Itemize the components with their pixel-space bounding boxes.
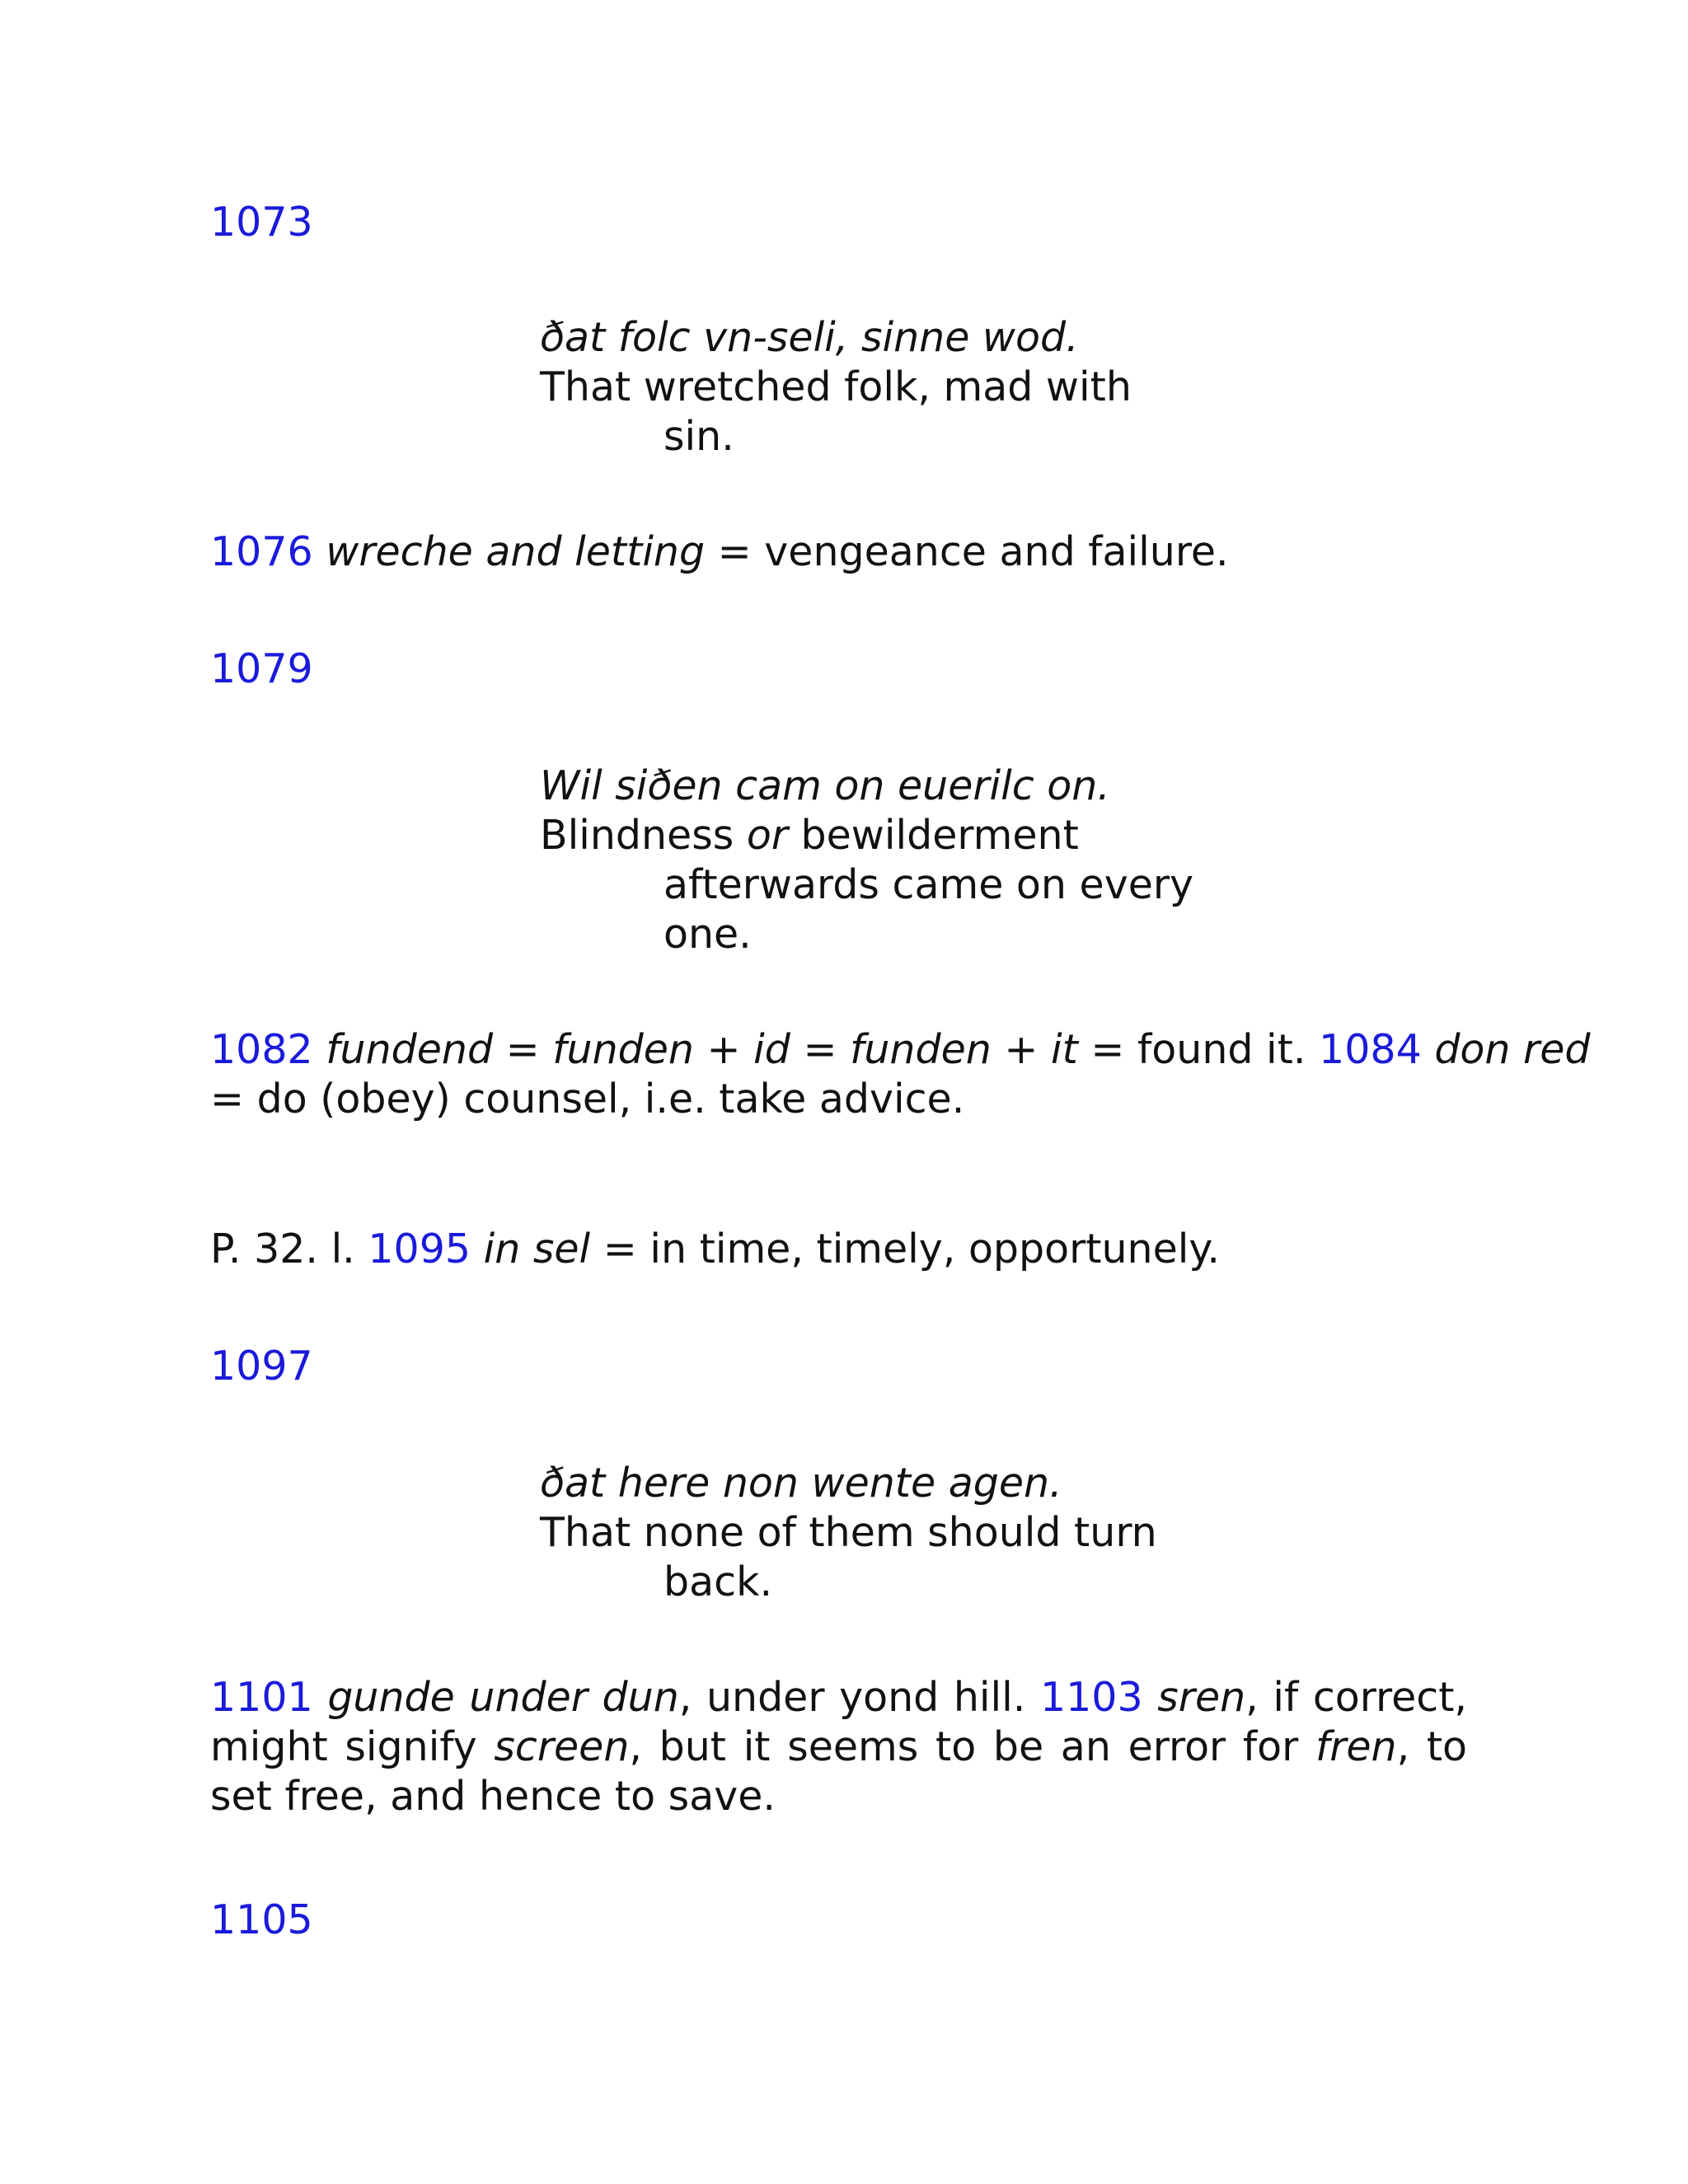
note-1082-s2: + <box>693 1026 754 1073</box>
line-link-1084[interactable]: 1084 <box>1319 1026 1422 1073</box>
note-1095 <box>210 1225 1220 1274</box>
line-ref-1105 <box>210 1896 313 1945</box>
note-1076 <box>210 527 1229 577</box>
note-1082-s1: = <box>493 1026 553 1073</box>
note-gloss-1095: = in time, timely, opportunely. <box>590 1226 1220 1272</box>
verse-translation-1079-1 <box>540 811 1079 860</box>
note-1082-t1: fundend <box>326 1026 494 1073</box>
note-1082-t4: funden <box>850 1026 992 1073</box>
verse-translation-1097-1: That none of them should turn <box>540 1509 1157 1556</box>
note-1084-line-2: = do (obey) counsel, i.e. take advice. <box>210 1076 965 1122</box>
note-1082-s3: = <box>790 1026 851 1073</box>
note-1101-1103 <box>210 1673 1467 1821</box>
verse-original-1073: ðat folc vn-seli, sinne wod. <box>540 314 1079 361</box>
note-term-1076: wreche and letting <box>326 528 706 575</box>
note-1082-s4: + <box>991 1026 1051 1073</box>
note-term-1095: in sel <box>483 1226 591 1272</box>
line-link-1097[interactable]: 1097 <box>210 1343 313 1390</box>
note-1103-g3: , to set free, and hence to save. <box>210 1723 1468 1820</box>
note-term-1103: sren <box>1157 1674 1246 1721</box>
line-link-1103[interactable]: 1103 <box>1039 1674 1143 1721</box>
note-1082-t2: funden <box>552 1026 694 1073</box>
note-1103-t2: screen <box>494 1723 630 1770</box>
verse-original-1097: ðat here non wente agen. <box>540 1460 1062 1507</box>
line-link-1076[interactable]: 1076 <box>210 528 313 575</box>
line-ref-1097 <box>210 1342 313 1391</box>
verse-translation-1079-1b: or <box>746 812 788 859</box>
verse-translation-1097-2: back. <box>663 1558 773 1605</box>
verse-translation-1073-1: That wretched folk, mad with <box>540 363 1132 410</box>
note-gloss-1076: = vengeance and failure. <box>705 528 1229 575</box>
note-1103-g1: , if correct, might signify <box>210 1674 1468 1770</box>
verse-translation-1073-2: sin. <box>663 413 734 460</box>
verse-translation-1079-3: one. <box>663 911 752 958</box>
line-link-1101[interactable]: 1101 <box>210 1674 313 1721</box>
note-gloss-1101: , under yond hill. <box>678 1674 1040 1721</box>
note-term-1101: gunde under dun <box>327 1674 679 1721</box>
note-1082-t5: it <box>1051 1026 1078 1073</box>
line-link-1082[interactable]: 1082 <box>210 1026 313 1073</box>
note-1082-line-1 <box>210 1025 1590 1075</box>
note-1103-t3: fren <box>1315 1723 1397 1770</box>
line-link-1095[interactable]: 1095 <box>368 1226 471 1272</box>
note-1082-s5: = found it. <box>1077 1026 1320 1073</box>
note-term-1084: don red <box>1434 1026 1591 1073</box>
verse-translation-1079-1a: Blindness <box>540 812 747 859</box>
note-1103-g2: , but it seems to be an error for <box>629 1723 1315 1770</box>
verse-translation-1079-1c: bewilderment <box>787 812 1079 859</box>
line-ref-1073 <box>210 198 313 247</box>
page-ref-p32: P. 32. l. <box>210 1226 368 1272</box>
note-1082-t3: id <box>753 1026 790 1073</box>
line-ref-1079 <box>210 644 313 694</box>
line-link-1079[interactable]: 1079 <box>210 645 313 692</box>
line-link-1105[interactable]: 1105 <box>210 1896 313 1943</box>
line-link-1073[interactable]: 1073 <box>210 199 313 246</box>
verse-translation-1079-2: afterwards came on every <box>663 861 1193 908</box>
verse-original-1079: Wil siðen cam on euerilc on. <box>540 762 1110 809</box>
